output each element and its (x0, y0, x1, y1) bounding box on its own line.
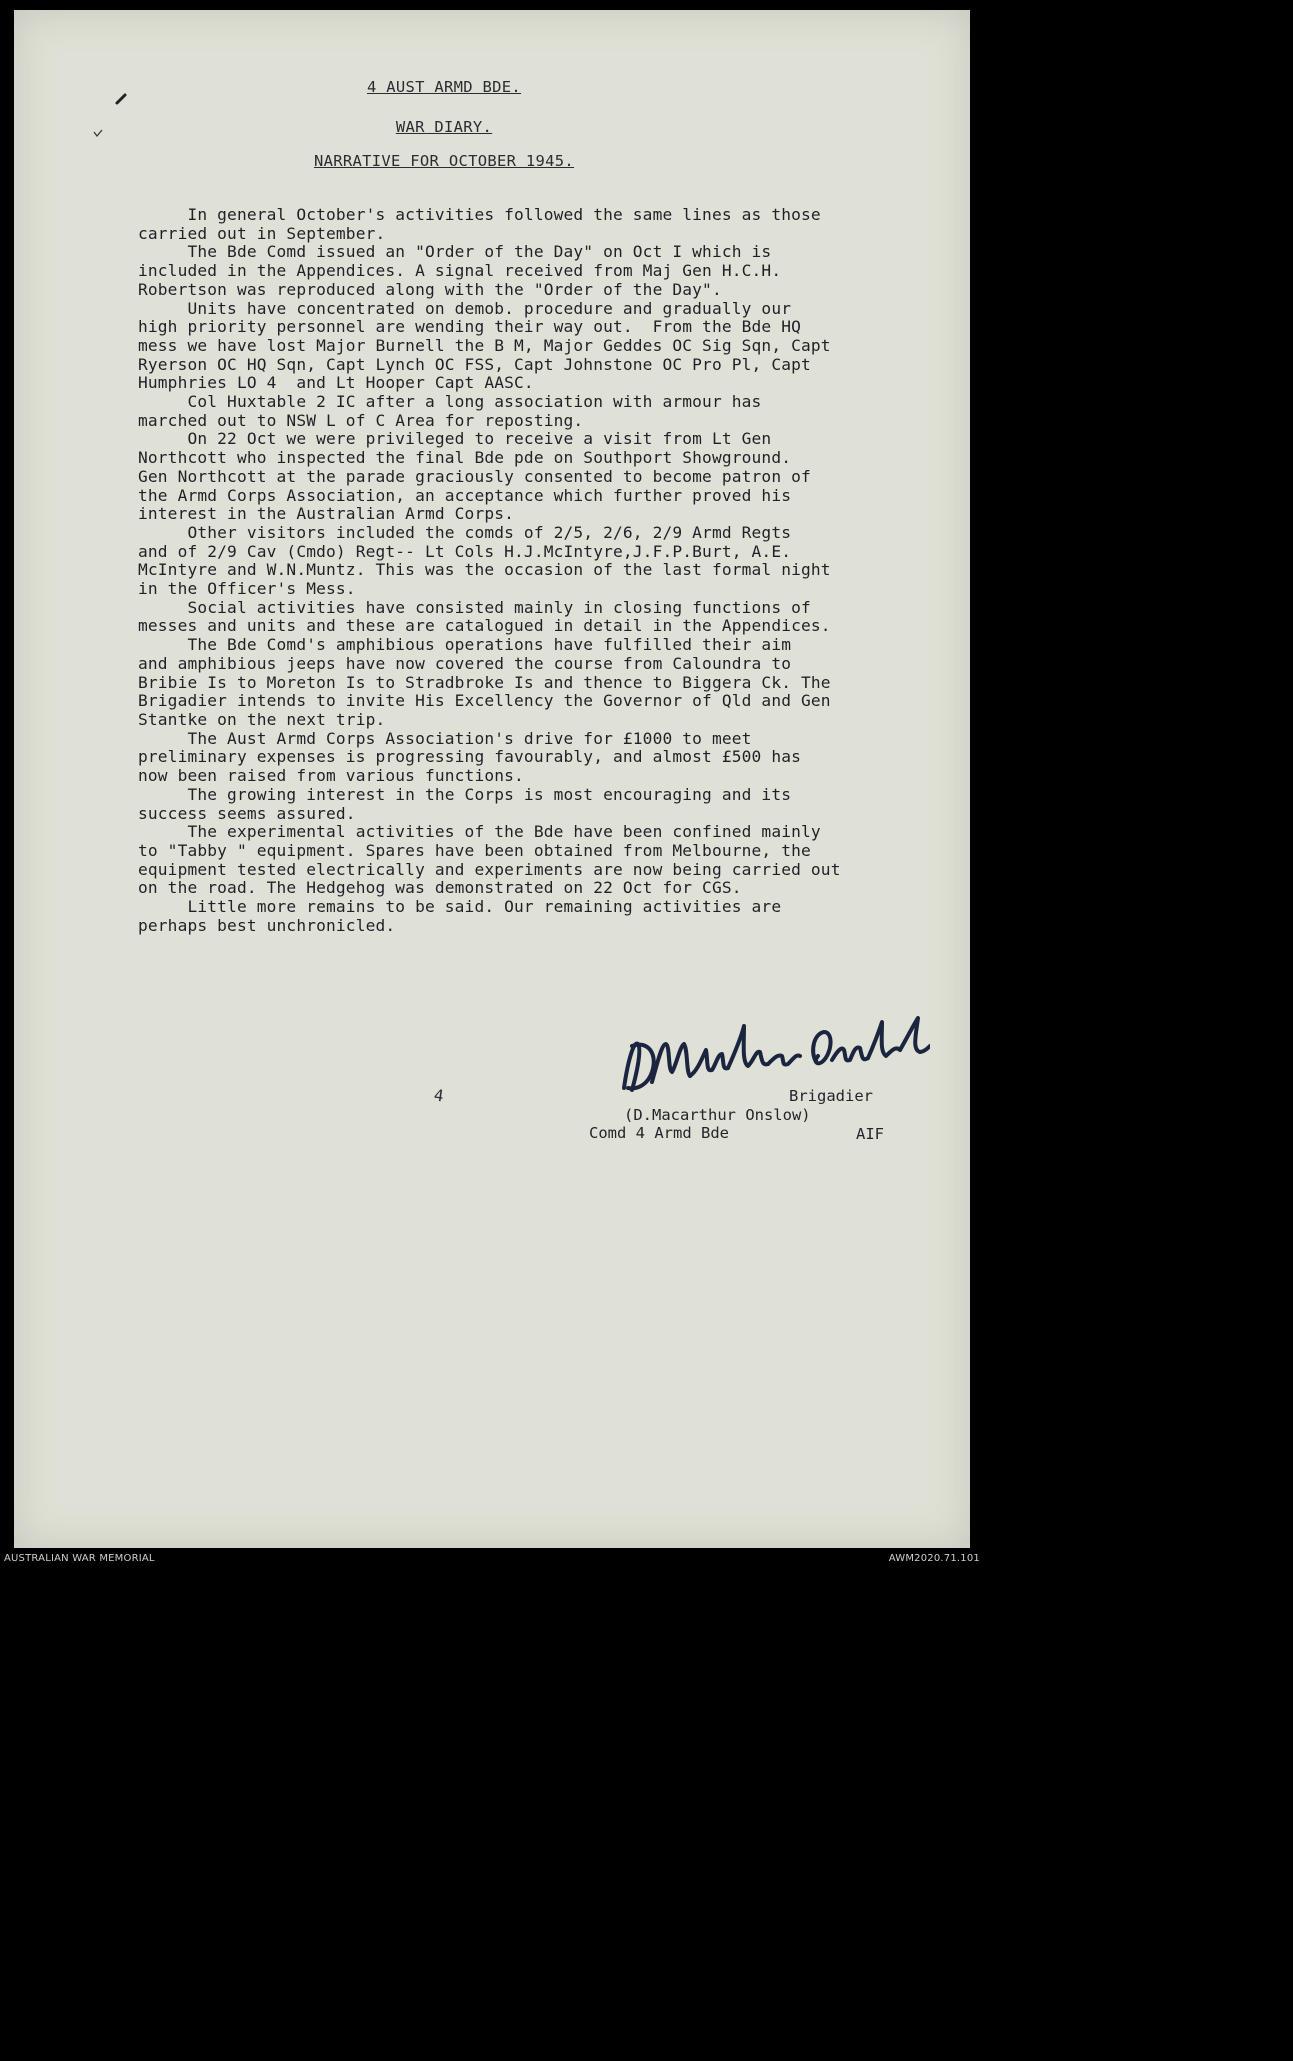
tick-mark-icon (92, 128, 104, 138)
body-line: in the Officer's Mess. (138, 579, 356, 599)
signatory-rank: Brigadier (789, 1087, 873, 1105)
body-line: messes and units and these are catalogued in detail in the Appendices. (138, 616, 831, 636)
doc-type-heading: WAR DIARY. (395, 118, 493, 136)
body-line: Social activities have consisted mainly in closing functions of (138, 597, 811, 617)
body-line: preliminary expenses is progressing favourably, and almost £500 has (138, 747, 802, 767)
body-line: equipment tested electrically and experiments are now being carried out (138, 859, 841, 879)
footer-institution: AUSTRALIAN WAR MEMORIAL (4, 1553, 155, 1564)
body-line: Units have concentrated on demob. procedure and gradually our (138, 298, 792, 318)
body-line: The experimental activities of the Bde have been confined mainly (138, 822, 821, 842)
signatory-name: (D.Macarthur Onslow) (624, 1106, 811, 1124)
body-line: Gen Northcott at the parade graciously consented to become patron of (138, 466, 811, 486)
body-line: included in the Appendices. A signal received from Maj Gen H.C.H. (138, 261, 782, 281)
body-line: mess we have lost Major Burnell the B M, Major Geddes OC Sig Sqn, Capt (138, 335, 831, 355)
body-line: Little more remains to be said. Our remaining activities are (138, 897, 782, 917)
narrative-heading: NARRATIVE FOR OCTOBER 1945. (313, 152, 575, 170)
body-line: to "Tabby " equipment. Spares have been obtained from Melbourne, the (138, 840, 811, 860)
unit-heading: 4 AUST ARMD BDE. (366, 78, 522, 96)
body-line: on the road. The Hedgehog was demonstrated on 22 Oct for CGS. (138, 878, 742, 898)
body-line: Brigadier intends to invite His Excellency the Governor of Qld and Gen (138, 691, 831, 711)
body-line: McIntyre and W.N.Muntz. This was the occasion of the last formal night (138, 560, 831, 580)
body-line: Bribie Is to Moreton Is to Stradbroke Is and thence to Biggera Ck. The (138, 672, 831, 692)
body-line: the Armd Corps Association, an acceptance which further proved his (138, 485, 792, 505)
signatory-force: AIF (856, 1125, 884, 1143)
body-line: perhaps best unchronicled. (138, 915, 396, 935)
body-line: The Bde Comd issued an "Order of the Day" on Oct I which is (138, 242, 772, 262)
body-line: Col Huxtable 2 IC after a long association with armour has (138, 392, 762, 412)
signatory-appointment: Comd 4 Armd Bde (589, 1124, 729, 1142)
pencil-annotation: 4 (432, 1085, 445, 1106)
body-line: Other visitors included the comds of 2/5, 2/6, 2/9 Armd Regts (138, 522, 792, 542)
body-line: The Aust Armd Corps Association's drive for £1000 to meet (138, 728, 752, 748)
body-line: high priority personnel are wending their way out. From the Bde HQ (138, 317, 802, 337)
body-line: success seems assured. (138, 803, 356, 823)
body-line: carried out in September. (138, 223, 386, 243)
document-page (14, 10, 970, 1548)
body-line: On 22 Oct we were privileged to receive a visit from Lt Gen (138, 429, 772, 449)
body-line: marched out to NSW L of C Area for reposting. (138, 410, 584, 430)
body-line: Stantke on the next trip. (138, 709, 386, 729)
handwritten-signature (618, 1010, 930, 1102)
body-line: In general October's activities followed the same lines as those (138, 205, 821, 224)
ink-mark-icon (114, 92, 128, 106)
body-line: Humphries LO 4 and Lt Hooper Capt AASC. (138, 373, 534, 393)
body-line: interest in the Australian Armd Corps. (138, 504, 515, 524)
body-line: Robertson was reproduced along with the "Order of the Day". (138, 279, 722, 299)
body-line: and amphibious jeeps have now covered the course from Caloundra to (138, 653, 792, 673)
body-line: The growing interest in the Corps is most encouraging and its (138, 784, 792, 804)
body-line: Ryerson OC HQ Sqn, Capt Lynch OC FSS, Capt Johnstone OC Pro Pl, Capt (138, 354, 811, 374)
narrative-body (138, 206, 958, 935)
body-line: now been raised from various functions. (138, 766, 524, 786)
body-line: The Bde Comd's amphibious operations have fulfilled their aim (138, 635, 792, 655)
body-line: Northcott who inspected the final Bde pde on Southport Showground. (138, 448, 792, 468)
body-line: and of 2/9 Cav (Cmdo) Regt-- Lt Cols H.J.McIntyre,J.F.P.Burt, A.E. (138, 541, 792, 561)
footer-accession: AWM2020.71.101 (888, 1553, 980, 1564)
